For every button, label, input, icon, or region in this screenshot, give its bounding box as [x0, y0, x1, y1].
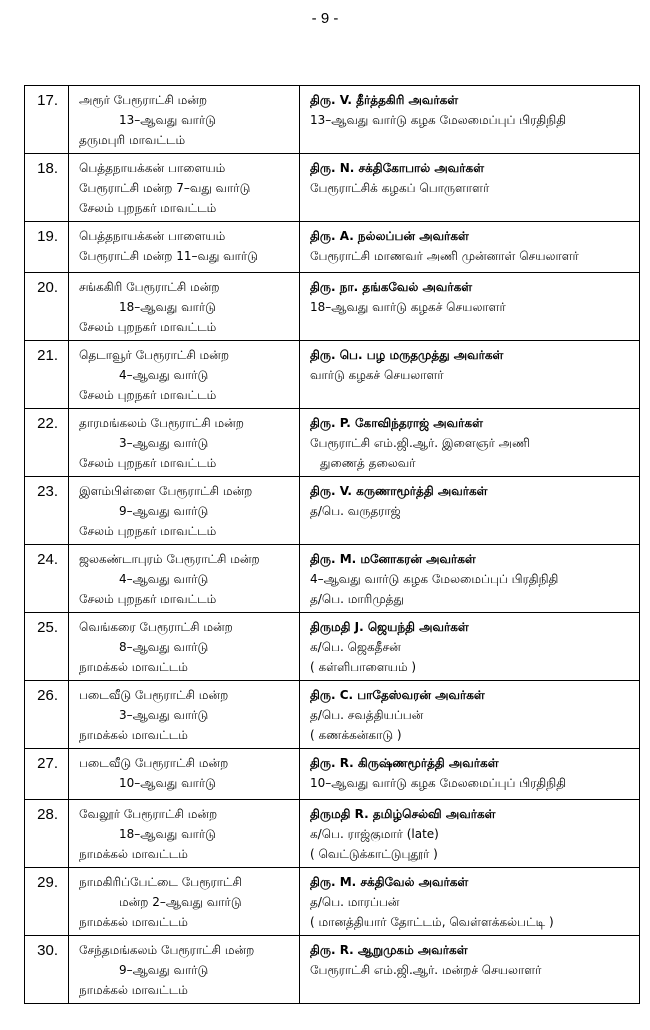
person-name: திரு. R. கிருஷ்ணமூர்த்தி அவர்கள்: [310, 756, 499, 770]
person-cell: [300, 477, 640, 545]
place-cell: [69, 154, 300, 222]
table-row: [25, 341, 640, 409]
place-line: சேந்தமங்கலம் பேரூராட்சி மன்ற: [79, 943, 255, 957]
place-cell: [69, 545, 300, 613]
place-line: நாமகிரிப்பேட்டை பேரூராட்சி: [79, 875, 242, 889]
person-detail: த/பெ. மாரிமுத்து: [310, 592, 404, 606]
person-cell: [300, 800, 640, 868]
person-detail: ( கள்ளிபாளையம் ): [310, 660, 417, 674]
entry-number: 19.: [25, 222, 69, 273]
entry-number: 17.: [25, 86, 69, 154]
place-line: சேலம் புறநகர் மாவட்டம்: [79, 320, 217, 334]
table-row: [25, 477, 640, 545]
person-name: திரு. V. கருணாமூர்த்தி அவர்கள்: [310, 484, 488, 498]
person-name: திரு. A. நல்லப்பன் அவர்கள்: [310, 229, 469, 243]
place-cell: [69, 409, 300, 477]
place-line: நாமக்கல் மாவட்டம்: [79, 660, 188, 674]
person-cell: [300, 613, 640, 681]
place-line: தெடாவூர் பேரூராட்சி மன்ற: [79, 348, 229, 362]
table-row: [25, 681, 640, 749]
person-detail: பேரூராட்சிக் கழகப் பொருளாளர்: [310, 181, 490, 195]
entry-number: 20.: [25, 273, 69, 341]
place-line: வேலூர் பேரூராட்சி மன்ற: [79, 807, 218, 821]
entry-number: 25.: [25, 613, 69, 681]
place-line: பேரூராட்சி மன்ற 7–வது வார்டு: [79, 181, 251, 195]
person-cell: [300, 409, 640, 477]
person-detail: பேரூராட்சி எம்.ஜி.ஆர். மன்றச் செயலாளர்: [310, 963, 542, 977]
place-cell: [69, 86, 300, 154]
place-line: வெங்கரை பேரூராட்சி மன்ற: [79, 620, 233, 634]
person-cell: [300, 86, 640, 154]
person-detail: 13–ஆவது வார்டு கழக மேலமைப்புப் பிரதிநிதி: [310, 113, 567, 127]
person-cell: [300, 545, 640, 613]
place-cell: [69, 936, 300, 1004]
entry-number: 23.: [25, 477, 69, 545]
person-detail: ( வெட்டுக்காட்டுபுதூர் ): [310, 847, 438, 861]
place-line: 18–ஆவது வார்டு: [119, 827, 216, 841]
person-name: திரு. V. தீர்த்தகிரி அவர்கள்: [310, 93, 459, 107]
place-line: சேலம் புறநகர் மாவட்டம்: [79, 201, 217, 215]
place-line: சேலம் புறநகர் மாவட்டம்: [79, 524, 217, 538]
place-line: 4–ஆவது வார்டு: [119, 368, 209, 382]
place-line: ஜலகண்டாபுரம் பேரூராட்சி மன்ற: [79, 552, 260, 566]
place-line: 4–ஆவது வார்டு: [119, 572, 209, 586]
entry-number: 24.: [25, 545, 69, 613]
person-name: திரு. N. சக்திகோபால் அவர்கள்: [310, 161, 485, 175]
place-line: 3–ஆவது வார்டு: [119, 436, 209, 450]
table-row: [25, 154, 640, 222]
person-detail: பேரூராட்சி எம்.ஜி.ஆர். இளைஞர் அணி: [310, 436, 530, 450]
person-detail: 10–ஆவது வார்டு கழக மேலமைப்புப் பிரதிநிதி: [310, 776, 567, 790]
place-line: இளம்பிள்ளை பேரூராட்சி மன்ற: [79, 484, 253, 498]
person-detail: ( கணக்கன்காடு ): [310, 728, 402, 742]
place-cell: [69, 477, 300, 545]
table-row: [25, 222, 640, 273]
place-cell: [69, 341, 300, 409]
person-name: திரு. R. ஆறுமுகம் அவர்கள்: [310, 943, 468, 957]
place-cell: [69, 868, 300, 936]
person-detail: ( மானத்தியார் தோட்டம், வெள்ளக்கல்பட்டி ): [310, 915, 554, 929]
place-cell: [69, 681, 300, 749]
entry-number: 22.: [25, 409, 69, 477]
table-row: [25, 613, 640, 681]
person-detail: த/பெ. மாரப்பன்: [310, 895, 400, 909]
entry-number: 18.: [25, 154, 69, 222]
person-cell: [300, 222, 640, 273]
person-cell: [300, 681, 640, 749]
entry-number: 27.: [25, 749, 69, 800]
place-line: 8–ஆவது வார்டு: [119, 640, 209, 654]
place-line: நாமக்கல் மாவட்டம்: [79, 728, 188, 742]
table-row: [25, 868, 640, 936]
person-detail: பேரூராட்சி மாணவர் அணி முன்னாள் செயலாளர்: [310, 249, 579, 263]
place-line: தாரமங்கலம் பேரூராட்சி மன்ற: [79, 416, 244, 430]
entries-table-body: [25, 86, 640, 1004]
table-row: [25, 800, 640, 868]
entry-number: 29.: [25, 868, 69, 936]
person-name: திருமதி R. தமிழ்செல்வி அவர்கள்: [310, 807, 496, 821]
person-name: திரு. M. சக்திவேல் அவர்கள்: [310, 875, 469, 889]
place-line: 9–ஆவது வார்டு: [119, 963, 209, 977]
place-line: 9–ஆவது வார்டு: [119, 504, 209, 518]
place-line: அரூர் பேரூராட்சி மன்ற: [79, 93, 208, 107]
place-line: நாமக்கல் மாவட்டம்: [79, 915, 188, 929]
person-detail: த/பெ. வருதராஜ்: [310, 504, 401, 518]
entry-number: 26.: [25, 681, 69, 749]
page-number: - 9 -: [311, 10, 339, 27]
table-row: [25, 936, 640, 1004]
person-name: திரு. பெ. பழ மருதமுத்து அவர்கள்: [310, 348, 504, 362]
place-line: சங்ககிரி பேரூராட்சி மன்ற: [79, 280, 220, 294]
place-cell: [69, 273, 300, 341]
person-name: திரு. M. மனோகரன் அவர்கள்: [310, 552, 476, 566]
place-line: சேலம் புறநகர் மாவட்டம்: [79, 388, 217, 402]
place-line: 10–ஆவது வார்டு: [119, 776, 216, 790]
person-cell: [300, 341, 640, 409]
table-row: [25, 545, 640, 613]
place-line: 3–ஆவது வார்டு: [119, 708, 209, 722]
place-line: சேலம் புறநகர் மாவட்டம்: [79, 456, 217, 470]
person-name: திரு. P. கோவிந்தராஜ் அவர்கள்: [310, 416, 483, 430]
person-detail: க/பெ. ராஜ்குமார் (late): [310, 827, 439, 841]
person-detail: 4–ஆவது வார்டு கழக மேலமைப்புப் பிரதிநிதி: [310, 572, 559, 586]
place-line: நாமக்கல் மாவட்டம்: [79, 847, 188, 861]
table-row: [25, 409, 640, 477]
place-line: நாமக்கல் மாவட்டம்: [79, 983, 188, 997]
person-cell: [300, 868, 640, 936]
place-cell: [69, 749, 300, 800]
entry-number: 28.: [25, 800, 69, 868]
entry-number: 30.: [25, 936, 69, 1004]
person-detail: 18–ஆவது வார்டு கழகச் செயலாளர்: [310, 300, 506, 314]
person-cell: [300, 936, 640, 1004]
place-line: சேலம் புறநகர் மாவட்டம்: [79, 592, 217, 606]
place-line: படைவீடு பேரூராட்சி மன்ற: [79, 688, 229, 702]
table-row: [25, 273, 640, 341]
table-row: [25, 86, 640, 154]
place-line: பெத்தநாயக்கன் பாளையம்: [79, 161, 226, 175]
person-cell: [300, 273, 640, 341]
person-detail: க/பெ. ஜெகதீசன்: [310, 640, 401, 654]
place-line: 18–ஆவது வார்டு: [119, 300, 216, 314]
place-line: படைவீடு பேரூராட்சி மன்ற: [79, 756, 229, 770]
person-cell: [300, 749, 640, 800]
person-detail: த/பெ. சவத்தியப்பன்: [310, 708, 424, 722]
place-line: தருமபுரி மாவட்டம்: [79, 133, 186, 147]
entry-number: 21.: [25, 341, 69, 409]
place-line: மன்ற 2–ஆவது வார்டு: [119, 895, 242, 909]
person-cell: [300, 154, 640, 222]
entries-table: [24, 85, 640, 1004]
place-line: பேரூராட்சி மன்ற 11–வது வார்டு: [79, 249, 258, 263]
place-cell: [69, 613, 300, 681]
table-row: [25, 749, 640, 800]
person-name: திருமதி J. ஜெயந்தி அவர்கள்: [310, 620, 469, 634]
place-line: பெத்தநாயக்கன் பாளையம்: [79, 229, 226, 243]
person-detail: துணைத் தலைவர்: [320, 456, 416, 470]
place-cell: [69, 222, 300, 273]
person-name: திரு. நா. தங்கவேல் அவர்கள்: [310, 280, 473, 294]
place-cell: [69, 800, 300, 868]
person-detail: வார்டு கழகச் செயலாளர்: [310, 368, 444, 382]
person-name: திரு. C. பாதேஸ்வரன் அவர்கள்: [310, 688, 485, 702]
place-line: 13–ஆவது வார்டு: [119, 113, 216, 127]
